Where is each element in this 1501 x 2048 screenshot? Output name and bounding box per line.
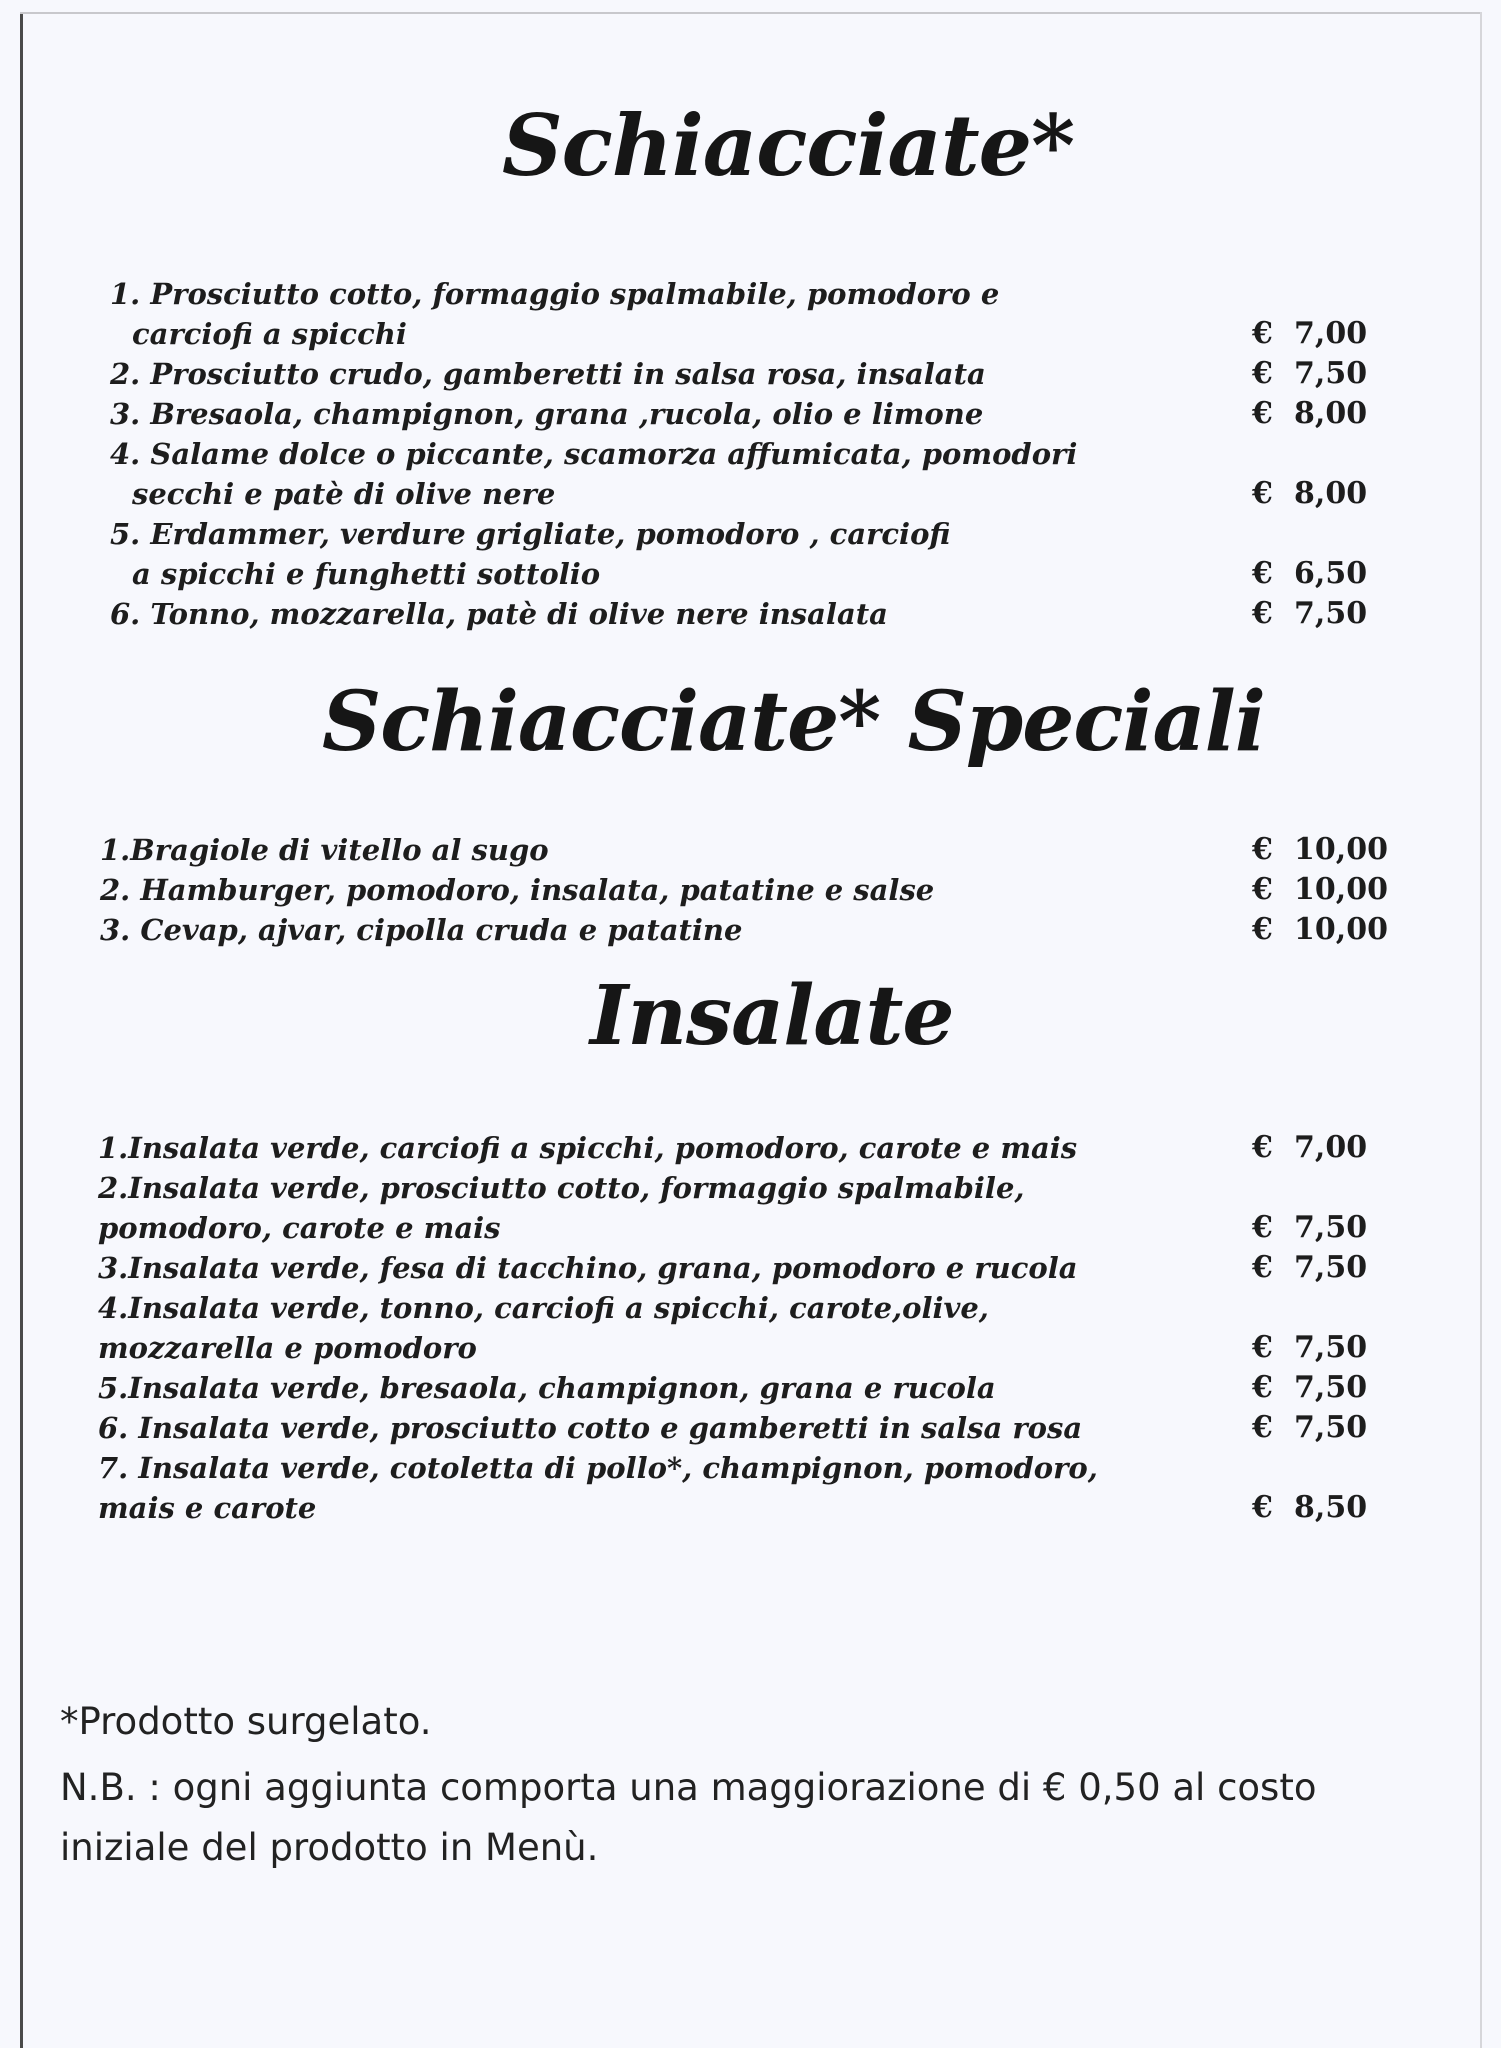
menu-item-price — [1252, 1488, 1367, 1528]
menu-item-price — [1252, 830, 1388, 870]
euro-symbol: € — [1252, 556, 1273, 591]
price-value: 8,50 — [1294, 1490, 1368, 1525]
menu-item-price — [1252, 1208, 1367, 1248]
menu-item-price — [1252, 314, 1367, 354]
menu-item-line: 3.Insalata verde, fesa di tacchino, grana, pomodoro e rucola — [98, 1251, 1078, 1285]
price-value: 7,50 — [1294, 1410, 1368, 1445]
page-right-edge — [1480, 12, 1482, 2048]
menu-item-price — [1252, 1128, 1367, 1168]
menu-item-price — [1252, 554, 1367, 594]
euro-symbol: € — [1252, 476, 1273, 511]
section-title-schiacciate: Schiacciate* — [502, 96, 1075, 195]
menu-item-price — [1252, 474, 1367, 514]
euro-symbol: € — [1252, 1130, 1273, 1165]
menu-item-line: 7. Insalata verde, cotoletta di pollo*, champignon, pomodoro, — [98, 1451, 1098, 1485]
menu-item-price — [1252, 1408, 1367, 1448]
menu-item-line: 2.Insalata verde, prosciutto cotto, formaggio spalmabile, — [98, 1171, 1025, 1205]
menu-item-line: secchi e patè di olive nere — [132, 477, 556, 511]
price-value: 10,00 — [1294, 912, 1388, 947]
extra-charge-note-line1: N.B. : ogni aggiunta comporta una maggiorazione di € 0,50 al costo — [60, 1766, 1317, 1809]
menu-item-line: 5. Erdammer, verdure grigliate, pomodoro , carciofi — [110, 517, 951, 551]
euro-symbol: € — [1252, 1250, 1273, 1285]
price-value: 7,00 — [1294, 1130, 1368, 1165]
menu-item-price — [1252, 394, 1367, 434]
euro-symbol: € — [1252, 912, 1273, 947]
euro-symbol: € — [1252, 596, 1273, 631]
menu-item-price — [1252, 1248, 1367, 1288]
menu-item-line: a spicchi e funghetti sottolio — [132, 557, 601, 591]
price-value: 8,00 — [1294, 396, 1368, 431]
menu-item-line: 2. Hamburger, pomodoro, insalata, patatine e salse — [100, 873, 935, 907]
menu-item-price — [1252, 1328, 1367, 1368]
price-value: 10,00 — [1294, 872, 1388, 907]
menu-item-line: 1.Bragiole di vitello al sugo — [100, 833, 549, 867]
price-value: 10,00 — [1294, 832, 1388, 867]
euro-symbol: € — [1252, 1370, 1273, 1405]
menu-item-line: carciofi a spicchi — [132, 317, 407, 351]
euro-symbol: € — [1252, 1490, 1273, 1525]
menu-item-price — [1252, 870, 1388, 910]
euro-symbol: € — [1252, 832, 1273, 867]
menu-item-price — [1252, 594, 1367, 634]
menu-item-line: 4.Insalata verde, tonno, carciofi a spicchi, carote,olive, — [98, 1291, 989, 1325]
section-title-insalate: Insalate — [590, 968, 954, 1064]
euro-symbol: € — [1252, 396, 1273, 431]
price-value: 8,00 — [1294, 476, 1368, 511]
menu-item-line: 1. Prosciutto cotto, formaggio spalmabile, pomodoro e — [110, 277, 1000, 311]
euro-symbol: € — [1252, 316, 1273, 351]
menu-item-line: pomodoro, carote e mais — [98, 1211, 501, 1245]
price-value: 7,50 — [1294, 1210, 1368, 1245]
menu-item-line: 3. Cevap, ajvar, cipolla cruda e patatine — [100, 913, 743, 947]
menu-item-price — [1252, 910, 1388, 950]
price-value: 7,50 — [1294, 596, 1368, 631]
menu-item-line: 4. Salame dolce o piccante, scamorza affumicata, pomodori — [110, 437, 1078, 471]
price-value: 6,50 — [1294, 556, 1368, 591]
menu-item-line: 6. Insalata verde, prosciutto cotto e gamberetti in salsa rosa — [98, 1411, 1083, 1445]
price-value: 7,50 — [1294, 356, 1368, 391]
menu-item-line: 6. Tonno, mozzarella, patè di olive nere insalata — [110, 597, 888, 631]
price-value: 7,50 — [1294, 1330, 1368, 1365]
extra-charge-note-line2: iniziale del prodotto in Menù. — [60, 1826, 599, 1869]
price-value: 7,50 — [1294, 1370, 1368, 1405]
menu-item-line: 5.Insalata verde, bresaola, champignon, grana e rucola — [98, 1371, 996, 1405]
euro-symbol: € — [1252, 1210, 1273, 1245]
euro-symbol: € — [1252, 872, 1273, 907]
menu-item-line: mozzarella e pomodoro — [98, 1331, 477, 1365]
menu-item-price — [1252, 1368, 1367, 1408]
menu-item-line: mais e carote — [98, 1491, 317, 1525]
frozen-product-note: *Prodotto surgelato. — [60, 1700, 432, 1743]
menu-item-price — [1252, 354, 1367, 394]
euro-symbol: € — [1252, 1410, 1273, 1445]
euro-symbol: € — [1252, 356, 1273, 391]
page-left-edge — [20, 14, 23, 2048]
price-value: 7,50 — [1294, 1250, 1368, 1285]
page-top-edge — [20, 12, 1482, 14]
menu-item-line: 3. Bresaola, champignon, grana ,rucola, olio e limone — [110, 397, 984, 431]
euro-symbol: € — [1252, 1330, 1273, 1365]
price-value: 7,00 — [1294, 316, 1368, 351]
menu-item-line: 1.Insalata verde, carciofi a spicchi, pomodoro, carote e mais — [98, 1131, 1078, 1165]
section-title-speciali: Schiacciate* Speciali — [322, 674, 1265, 770]
menu-item-line: 2. Prosciutto crudo, gamberetti in salsa rosa, insalata — [110, 357, 986, 391]
